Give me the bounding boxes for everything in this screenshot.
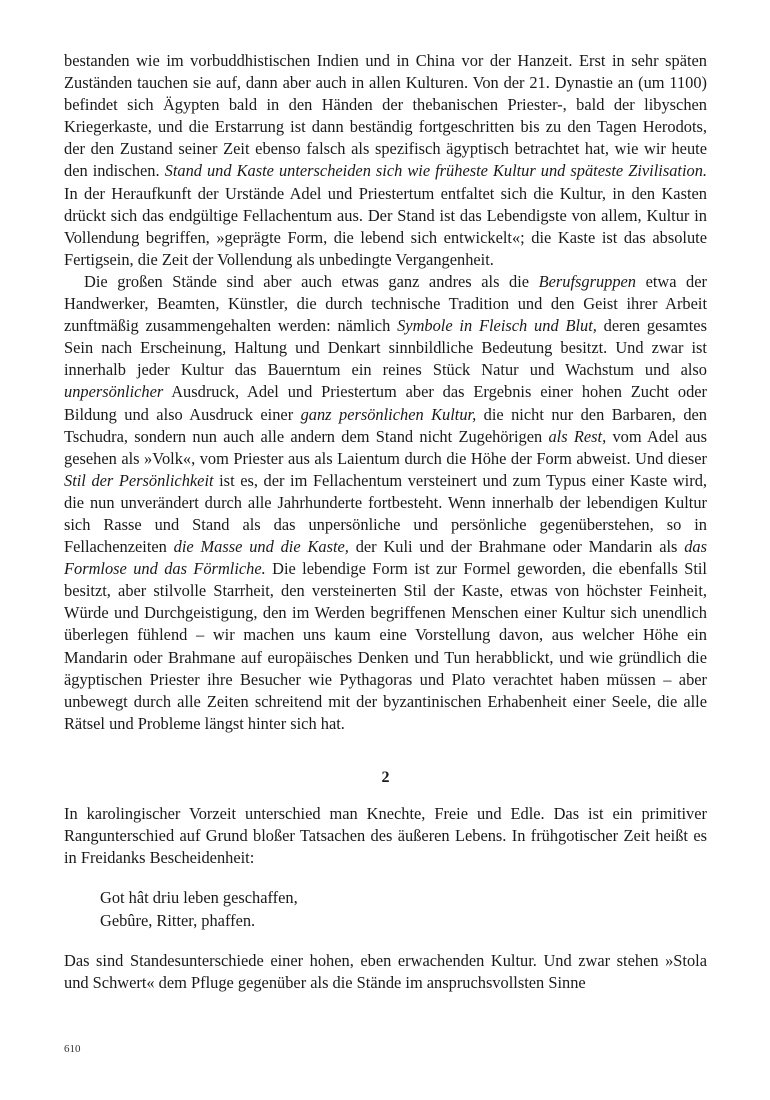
paragraph-1 bbox=[64, 50, 707, 271]
paragraph-1-emphasis: Stand und Kaste unterscheiden sich wie früheste Kultur und späteste Zivilisation. bbox=[164, 161, 707, 181]
paragraph-2-emphasis-15: das Formlose und das Förmliche. bbox=[64, 537, 708, 579]
paragraph-2-text-10: vom Adel aus gesehen als »Volk«, vom Priester aus als Laientum durch die Höhe der Form abweist. Und dieser bbox=[64, 426, 707, 468]
verse-line-1: Got hât driu leben geschaffen, bbox=[100, 888, 298, 908]
paragraph-2-text-12: ist es, der im Fellachentum versteinert und zum Typus einer Kaste wird, die nun unverändert durch alle Jahrhunderte fortbesteht. Wenn innerhalb der lebendigen Kultur sich Rasse und Stand als das unpersönliche und persönliche gegenüberstehen, so in Fellachenzeiten bbox=[64, 470, 707, 557]
paragraph-2-emphasis-9: als Rest, bbox=[548, 426, 607, 446]
paragraph-2-emphasis-5: unpersönlicher bbox=[64, 382, 164, 402]
paragraph-2-text-16: Die lebendige Form ist zur Formel geworden, die ebenfalls Stil besitzt, aber stilvolle Starrheit, den versteinerten Stil der Kaste, etwas von höchster Feinheit, Würde und Durchgeistigung, den im Werden begriffenen Menschen einer Kultur sich unendlich überlegen fühlend – wir machen uns kaum eine Vorstellung davon, aus welcher Höhe ein Mandarin oder Brahmane auf europäisches Denken und Tun herabblickt, und wie gründlich die ägyptischen Priester ihre Besucher wie Pythagoras und Plato verachtet haben müssen – aber unbewegt durch alle Zeiten schreitend mit der byzantinischen Erhabenheit einer Seele, die alle Rätsel und Probleme längst hinter sich hat. bbox=[64, 559, 707, 733]
paragraph-4: Das sind Standesunterschiede einer hohen, eben erwachenden Kultur. Und zwar stehen »Stola und Schwert« dem Pfluge gegenüber als die Stände im anspruchsvollsten Sinne bbox=[64, 951, 707, 993]
paragraph-2-emphasis-11: Stil der Persönlichkeit bbox=[64, 470, 214, 490]
page-number: 610 bbox=[64, 1043, 81, 1055]
paragraph-2-text-0: Die großen Stände sind aber auch etwas ganz andres als die bbox=[84, 271, 539, 291]
paragraph-2-emphasis-7: ganz persönlichen Kultur, bbox=[300, 404, 477, 424]
paragraph-2-text-14: der Kuli und der Brahmane oder Mandarin als bbox=[348, 537, 685, 557]
paragraph-2 bbox=[64, 271, 707, 735]
paragraph-2-emphasis-13: die Masse und die Kaste, bbox=[173, 537, 349, 557]
paragraph-3: In karolingischer Vorzeit unterschied man Knechte, Freie und Edle. Das ist ein primitiver Rangunterschied auf Grund bloßer Tatsachen des äußeren Lebens. In frühgotischer Zeit heißt es in Freidanks Bescheidenheit: bbox=[64, 803, 707, 868]
paragraph-2-emphasis-1: Berufsgruppen bbox=[538, 271, 637, 291]
paragraph-2-text-6: Ausdruck, Adel und Priestertum aber das Ergebnis einer hohen Zucht oder Bildung und also Ausdruck einer bbox=[64, 382, 707, 424]
paragraph-2-text-2: etwa der Handwerker, Beamten, Künstler, die durch technische Tradition und den Geist ihrer Arbeit zunftmäßig zusammengehalten werden: nämlich bbox=[64, 271, 707, 336]
paragraph-2-emphasis-3: Symbole in Fleisch und Blut, bbox=[397, 316, 597, 336]
section-number: 2 bbox=[381, 768, 390, 786]
paragraph-1-text-b: In der Heraufkunft der Urstände Adel und Priestertum entfaltet sich die Kultur, in den Kasten drückt sich das endgültige Fellachentum aus. Der Stand ist das Lebendigste von allem, Kultur in Vollendung begriffen, »geprägte Form, die lebend sich entwickelt«; die Kaste ist das absolute Fertigsein, die Zeit der Vollendung als unbedingte Vergangenheit. bbox=[64, 183, 707, 269]
verse-quote bbox=[64, 887, 707, 932]
paragraph-2-text-4: deren gesamtes Sein nach Erscheinung, Haltung und Denkart sinnbildliche Bedeutung besitzt. Und zwar ist innerhalb jeder Kultur das Bauerntum ein reines Stück Natur und Wachstum und also bbox=[64, 316, 707, 380]
paragraph-2-text-8: die nicht nur den Barbaren, den Tschudra, sondern nun auch alle andern dem Stand nicht Zugehörigen bbox=[64, 404, 707, 446]
paragraph-1-text-a: bestanden wie im vorbuddhistischen Indien und in China vor der Hanzeit. Erst in sehr späten Zuständen tauchen sie auf, dann aber auch in allen Kulturen. Von der 21. Dynastie an (um 1100) befindet sich Ägypten bald in den Händen der thebanischen Priester-, bald der libyschen Kriegerkaste, und die Erstarrung ist dann beständig fortgeschritten bis zu den Tagen Herodots, der den Zustand seiner Zeit ebenso falsch als spezifisch ägyptisch betrachtet hat, wie wir heute den indischen. bbox=[64, 51, 707, 181]
page-body bbox=[64, 50, 707, 994]
verse-line-2: Gebûre, Ritter, phaffen. bbox=[100, 910, 256, 930]
